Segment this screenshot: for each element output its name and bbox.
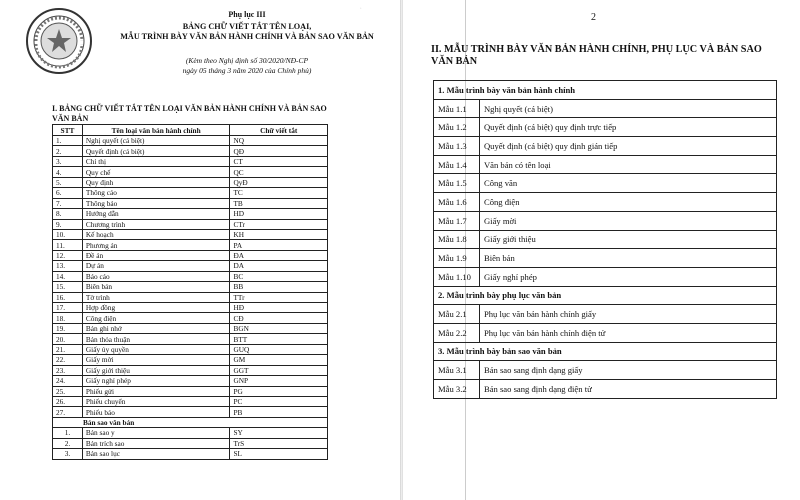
row-stt: 16. — [53, 292, 83, 302]
template-name: Công điện — [479, 193, 776, 212]
appendix-title-line1: BẢNG CHỮ VIẾT TẮT TÊN LOẠI, — [182, 22, 312, 31]
template-code: Mẫu 1.3 — [434, 137, 480, 156]
row-doc-type: Bản sao y — [82, 428, 230, 438]
table-row — [53, 292, 328, 302]
row-stt: 10. — [53, 229, 83, 239]
row-stt: 5. — [53, 177, 83, 187]
row-doc-type: Phương án — [82, 240, 230, 250]
row-abbreviation: KH — [230, 229, 328, 239]
header-abbreviation: Chữ viết tắt — [230, 125, 328, 136]
copy-section-label: Bản sao văn bản — [53, 417, 328, 427]
template-table — [433, 80, 777, 399]
header-doc-type: Tên loại văn bản hành chính — [82, 125, 230, 136]
template-row — [434, 193, 777, 212]
table-row — [53, 261, 328, 271]
table-row — [53, 219, 328, 229]
row-doc-type: Hướng dẫn — [82, 209, 230, 219]
row-abbreviation: BGN — [230, 323, 328, 333]
appendix-subtitle-line2: ngày 05 tháng 3 năm 2020 của Chính phủ) — [182, 66, 312, 75]
template-group-title: 2. Mẫu trình bày phụ lục văn bản — [434, 286, 777, 305]
row-abbreviation: QĐ — [230, 146, 328, 156]
row-stt: 27. — [53, 407, 83, 417]
template-code: Mẫu 1.10 — [434, 267, 480, 286]
row-abbreviation: DA — [230, 261, 328, 271]
template-row — [434, 174, 777, 193]
row-abbreviation: GNP — [230, 376, 328, 386]
table-row — [53, 198, 328, 208]
template-code: Mẫu 1.9 — [434, 249, 480, 268]
appendix-subtitle-line1: (Kèm theo Nghị định số 30/2020/NĐ-CP — [185, 56, 309, 65]
row-doc-type: Hợp đồng — [82, 303, 230, 313]
template-row — [434, 99, 777, 118]
row-abbreviation: PC — [230, 396, 328, 406]
template-row — [434, 305, 777, 324]
template-code: Mẫu 2.2 — [434, 323, 480, 342]
row-doc-type: Đề án — [82, 250, 230, 260]
row-stt: 4. — [53, 167, 83, 177]
template-code: Mẫu 2.1 — [434, 305, 480, 324]
table-row — [53, 386, 328, 396]
template-name: Biên bản — [479, 249, 776, 268]
row-stt: 23. — [53, 365, 83, 375]
appendix-title-line2: MẪU TRÌNH BÀY VĂN BẢN HÀNH CHÍNH VÀ BẢN SAO VĂN BẢN — [120, 32, 374, 41]
row-stt: 3. — [53, 449, 83, 459]
table-row — [53, 271, 328, 281]
table-row — [53, 136, 328, 146]
template-code: Mẫu 3.1 — [434, 361, 480, 380]
row-abbreviation: BTT — [230, 334, 328, 344]
margin-mark: · — [360, 6, 362, 12]
row-stt: 1. — [53, 136, 83, 146]
row-abbreviation: SL — [230, 449, 328, 459]
table-row — [53, 240, 328, 250]
row-doc-type: Giấy giới thiệu — [82, 365, 230, 375]
row-stt: 22. — [53, 355, 83, 365]
template-row — [434, 361, 777, 380]
row-abbreviation: HD — [230, 209, 328, 219]
row-stt: 20. — [53, 334, 83, 344]
table-row — [53, 177, 328, 187]
table-row — [53, 282, 328, 292]
template-row — [434, 118, 777, 137]
row-doc-type: Báo cáo — [82, 271, 230, 281]
page-number: 2 — [591, 12, 596, 23]
abbreviation-section-title: I. BẢNG CHỮ VIẾT TẮT TÊN LOẠI VĂN BẢN HÀNH CHÍNH VÀ BẢN SAO VĂN BẢN — [52, 104, 327, 123]
appendix-label: Phụ lục III — [228, 10, 266, 19]
row-doc-type: Phiếu gửi — [82, 386, 230, 396]
row-doc-type: Biên bản — [82, 282, 230, 292]
row-doc-type: Giấy ủy quyền — [82, 344, 230, 354]
template-group-title: 1. Mẫu trình bày văn bản hành chính — [434, 81, 777, 100]
template-row — [434, 323, 777, 342]
table-row — [53, 428, 328, 438]
template-code: Mẫu 1.6 — [434, 193, 480, 212]
table-row — [53, 323, 328, 333]
row-abbreviation: GUQ — [230, 344, 328, 354]
table-row — [53, 188, 328, 198]
template-code: Mẫu 1.7 — [434, 211, 480, 230]
table-row — [53, 313, 328, 323]
template-name: Bản sao sang định dạng giấy — [479, 361, 776, 380]
template-section-title: II. MẪU TRÌNH BÀY VĂN BẢN HÀNH CHÍNH, PHỤ LỤC VÀ BẢN SAO VĂN BẢN — [431, 44, 762, 67]
row-stt: 24. — [53, 376, 83, 386]
row-doc-type: Dự án — [82, 261, 230, 271]
row-doc-type: Bản trích sao — [82, 438, 230, 448]
table-row — [53, 167, 328, 177]
row-stt: 8. — [53, 209, 83, 219]
row-doc-type: Nghị quyết (cá biệt) — [82, 136, 230, 146]
row-abbreviation: TrS — [230, 438, 328, 448]
template-code: Mẫu 3.2 — [434, 380, 480, 399]
table-row — [53, 449, 328, 459]
row-abbreviation: CTr — [230, 219, 328, 229]
table-row — [53, 229, 328, 239]
template-name: Nghị quyết (cá biệt) — [479, 99, 776, 118]
template-name: Giấy giới thiệu — [479, 230, 776, 249]
table-row — [53, 376, 328, 386]
row-doc-type: Quy định — [82, 177, 230, 187]
template-code: Mẫu 1.1 — [434, 99, 480, 118]
template-row — [434, 211, 777, 230]
table-row — [53, 334, 328, 344]
row-doc-type: Công điện — [82, 313, 230, 323]
template-code: Mẫu 1.4 — [434, 155, 480, 174]
template-name: Phụ lục văn bản hành chính điện tử — [479, 323, 776, 342]
row-doc-type: Bản ghi nhớ — [82, 323, 230, 333]
table-row — [53, 303, 328, 313]
template-name: Giấy mời — [479, 211, 776, 230]
template-name: Quyết định (cá biệt) quy định trực tiếp — [479, 118, 776, 137]
template-name: Văn bản có tên loại — [479, 155, 776, 174]
row-abbreviation: QyĐ — [230, 177, 328, 187]
row-stt: 9. — [53, 219, 83, 229]
row-stt: 25. — [53, 386, 83, 396]
row-stt: 19. — [53, 323, 83, 333]
row-stt: 14. — [53, 271, 83, 281]
template-group-title: 3. Mẫu trình bày bản sao văn bản — [434, 342, 777, 361]
table-row — [53, 146, 328, 156]
table-row — [53, 209, 328, 219]
template-code: Mẫu 1.2 — [434, 118, 480, 137]
row-stt: 3. — [53, 156, 83, 166]
row-doc-type: Quyết định (cá biệt) — [82, 146, 230, 156]
national-emblem-seal-icon — [24, 6, 94, 76]
row-abbreviation: QC — [230, 167, 328, 177]
right-page — [403, 0, 800, 500]
row-doc-type: Giấy mời — [82, 355, 230, 365]
table-row — [53, 438, 328, 448]
row-stt: 13. — [53, 261, 83, 271]
template-group-row — [434, 81, 777, 100]
row-stt: 12. — [53, 250, 83, 260]
row-doc-type: Thông báo — [82, 198, 230, 208]
row-doc-type: Bản thỏa thuận — [82, 334, 230, 344]
row-abbreviation: NQ — [230, 136, 328, 146]
row-abbreviation: HĐ — [230, 303, 328, 313]
row-stt: 15. — [53, 282, 83, 292]
row-doc-type: Bản sao lục — [82, 449, 230, 459]
template-name: Phụ lục văn bản hành chính giấy — [479, 305, 776, 324]
template-row — [434, 380, 777, 399]
abbreviation-table-header — [53, 125, 328, 136]
template-row — [434, 155, 777, 174]
row-abbreviation: CĐ — [230, 313, 328, 323]
row-stt: 26. — [53, 396, 83, 406]
row-abbreviation: PA — [230, 240, 328, 250]
row-doc-type: Chỉ thị — [82, 156, 230, 166]
row-stt: 6. — [53, 188, 83, 198]
row-abbreviation: PG — [230, 386, 328, 396]
row-doc-type: Giấy nghỉ phép — [82, 376, 230, 386]
row-abbreviation: TTr — [230, 292, 328, 302]
table-row — [53, 396, 328, 406]
table-row — [53, 250, 328, 260]
row-doc-type: Kế hoạch — [82, 229, 230, 239]
table-row — [53, 344, 328, 354]
appendix-title — [94, 22, 400, 42]
template-row — [434, 230, 777, 249]
row-doc-type: Tờ trình — [82, 292, 230, 302]
row-stt: 11. — [53, 240, 83, 250]
row-doc-type: Phiếu chuyển — [82, 396, 230, 406]
template-code: Mẫu 1.8 — [434, 230, 480, 249]
row-abbreviation: BB — [230, 282, 328, 292]
row-abbreviation: BC — [230, 271, 328, 281]
table-row — [53, 355, 328, 365]
row-abbreviation: SY — [230, 428, 328, 438]
template-group-row — [434, 286, 777, 305]
template-name: Bản sao sang định dạng điện tử — [479, 380, 776, 399]
template-code: Mẫu 1.5 — [434, 174, 480, 193]
row-stt: 18. — [53, 313, 83, 323]
row-abbreviation: GM — [230, 355, 328, 365]
template-row — [434, 137, 777, 156]
row-doc-type: Quy chế — [82, 167, 230, 177]
row-stt: 2. — [53, 146, 83, 156]
row-stt: 7. — [53, 198, 83, 208]
row-doc-type: Chương trình — [82, 219, 230, 229]
template-row — [434, 249, 777, 268]
template-name: Giấy nghỉ phép — [479, 267, 776, 286]
table-row — [53, 407, 328, 417]
template-group-row — [434, 342, 777, 361]
template-name: Công văn — [479, 174, 776, 193]
row-abbreviation: CT — [230, 156, 328, 166]
row-doc-type: Phiếu báo — [82, 407, 230, 417]
copy-section-row — [53, 417, 328, 427]
row-stt: 17. — [53, 303, 83, 313]
table-row — [53, 365, 328, 375]
row-abbreviation: TC — [230, 188, 328, 198]
row-abbreviation: PB — [230, 407, 328, 417]
row-doc-type: Thông cáo — [82, 188, 230, 198]
row-stt: 2. — [53, 438, 83, 448]
row-stt: 21. — [53, 344, 83, 354]
template-name: Quyết định (cá biệt) quy định gián tiếp — [479, 137, 776, 156]
template-row — [434, 267, 777, 286]
header-stt: STT — [53, 125, 83, 136]
table-row — [53, 156, 328, 166]
row-stt: 1. — [53, 428, 83, 438]
row-abbreviation: GGT — [230, 365, 328, 375]
row-abbreviation: TB — [230, 198, 328, 208]
row-abbreviation: ĐA — [230, 250, 328, 260]
abbreviation-table — [52, 124, 328, 460]
